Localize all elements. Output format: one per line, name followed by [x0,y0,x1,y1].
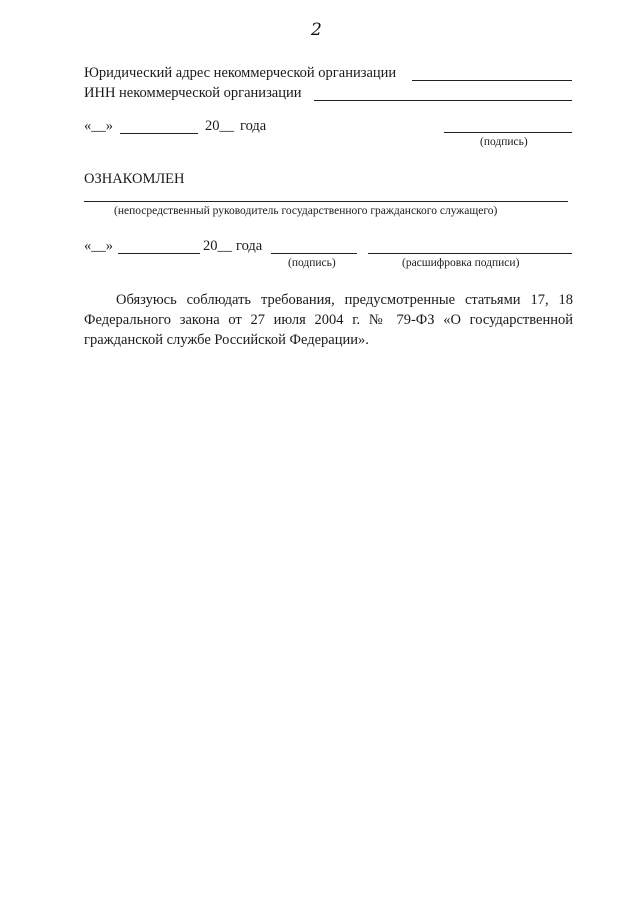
date-year-1: 20__ [205,118,234,134]
date-month-field-1[interactable] [120,133,198,134]
year-word-2: года [236,238,263,254]
signature-caption-1: (подпись) [480,136,528,148]
signature-field-2[interactable] [271,253,357,254]
obligation-paragraph: Обязуюсь соблюдать требования, предусмотренные статьями 17, 18 Федерального закона от 27 июля 2004 г. № 79-ФЗ «О государственной гражданской службе Российской Федерации». [84,292,573,348]
supervisor-caption: (непосредственный руководитель государственного гражданского служащего) [114,205,498,217]
date-month-field-2[interactable] [118,253,200,254]
acknowledged-title: ОЗНАКОМЛЕН [84,171,185,187]
signature-field-1[interactable] [444,132,572,133]
signature-decoding-field[interactable] [368,253,572,254]
date-day-1: «__» [84,118,113,134]
legal-address-field[interactable] [412,80,572,81]
date-year-2: 20__ [203,238,232,254]
page-number: 2 [311,20,322,40]
inn-label: ИНН некоммерческой организации [84,85,302,101]
decoding-caption: (расшифровка подписи) [402,257,520,269]
legal-address-label: Юридический адрес некоммерческой организации [84,65,397,81]
signature-caption-2: (подпись) [288,257,336,269]
year-word-1: года [240,118,267,134]
date-day-2: «__» [84,238,113,254]
supervisor-field[interactable] [84,201,568,202]
inn-field[interactable] [314,100,572,101]
